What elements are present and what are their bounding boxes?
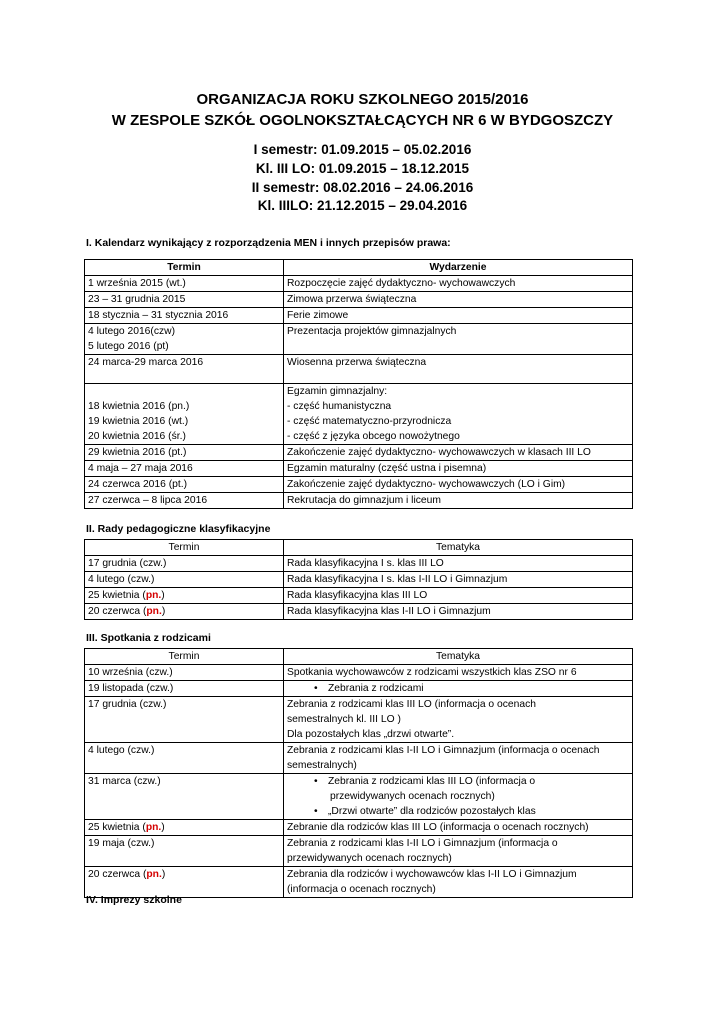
date-cell: 27 czerwca – 8 lipca 2016 — [85, 493, 284, 509]
event-cell: Egzamin maturalny (część ustna i pisemna) — [284, 461, 633, 477]
column-header-termin: Termin — [85, 649, 284, 665]
topic-cell — [284, 697, 633, 743]
table-row — [85, 308, 633, 324]
calendar-table — [84, 259, 633, 509]
date-cell: 18 stycznia – 31 stycznia 2016 — [85, 308, 284, 324]
table-row — [85, 292, 633, 308]
event-cell: Ferie zimowe — [284, 308, 633, 324]
date-cell — [85, 588, 284, 604]
bullet-icon: • — [314, 776, 318, 787]
table-row — [85, 681, 633, 697]
event-cell: Prezentacja projektów gimnazjalnych — [284, 324, 633, 355]
table-row — [85, 461, 633, 477]
date-cell — [85, 604, 284, 620]
date-text: 20 czerwca ( — [88, 606, 147, 617]
event-line: Egzamin gimnazjalny: — [287, 386, 388, 397]
section3-heading: III. Spotkania z rodzicami — [86, 632, 211, 644]
event-line: - część matematyczno-przyrodnicza — [287, 416, 452, 427]
topic-cell: Rada klasyfikacyjna I s. klas I-II LO i Gimnazjum — [284, 572, 633, 588]
date-cell: 4 lutego (czw.) — [85, 572, 284, 588]
highlighted-day: pn. — [146, 606, 162, 617]
highlighted-day: pn. — [145, 822, 162, 833]
section2-heading: II. Rady pedagogiczne klasyfikacyjne — [86, 523, 271, 535]
date-cell: 19 maja (czw.) — [85, 836, 284, 867]
semester-line: II semestr: 08.02.2016 – 24.06.2016 — [251, 180, 474, 195]
date-line: 19 kwietnia 2016 (wt.) — [88, 416, 189, 427]
date-cell — [85, 384, 284, 445]
topic-cell — [284, 774, 633, 820]
document-title-line2: W ZESPOLE SZKÓŁ OGOLNOKSZTAŁCĄCYCH NR 6 W BYDGOSZCZY — [111, 112, 614, 129]
event-cell: Zakończenie zajęć dydaktyczno- wychowawczych w klasach III LO — [284, 445, 633, 461]
column-header-tematyka: Tematyka — [284, 649, 633, 665]
table-header-row — [85, 260, 633, 276]
date-cell: 19 listopada (czw.) — [85, 681, 284, 697]
event-cell: Wiosenna przerwa świąteczna — [284, 355, 633, 384]
column-header-termin: Termin — [85, 540, 284, 556]
bullet-item — [316, 804, 629, 819]
section1-heading: I. Kalendarz wynikający z rozporządzenia MEN i innych przepisów prawa: — [86, 237, 451, 249]
table-row — [85, 445, 633, 461]
topic-cell: Rada klasyfikacyjna I s. klas III LO — [284, 556, 633, 572]
topic-line: Dla pozostałych klas „drzwi otwarte”. — [287, 729, 455, 740]
bullet-icon: • — [314, 683, 318, 694]
date-cell: 10 września (czw.) — [85, 665, 284, 681]
topic-cell — [284, 867, 633, 898]
bullet-item — [316, 774, 629, 789]
event-cell: Zimowa przerwa świąteczna — [284, 292, 633, 308]
topic-line: Zebrania dla rodziców i wychowawców klas I-II LO i Gimnazjum — [287, 869, 577, 880]
date-line: 5 lutego 2016 (pt) — [88, 341, 169, 352]
parent-meetings-table — [84, 648, 633, 898]
table-row — [85, 836, 633, 867]
topic-cell: Zebranie dla rodziców klas III LO (informacja o ocenach rocznych) — [284, 820, 633, 836]
table-row — [85, 604, 633, 620]
date-line: 4 lutego 2016(czw) — [88, 326, 176, 337]
highlighted-day: pn. — [145, 590, 162, 601]
event-cell: Zakończenie zajęć dydaktyczno- wychowawczych (LO i Gim) — [284, 477, 633, 493]
column-header-tematyka: Tematyka — [284, 540, 633, 556]
bullet-text: „Drzwi otwarte” dla rodziców pozostałych klas — [328, 806, 536, 817]
table-row — [85, 572, 633, 588]
date-cell: 23 – 31 grudnia 2015 — [85, 292, 284, 308]
table-row — [85, 384, 633, 445]
event-line: - część humanistyczna — [287, 401, 392, 412]
bullet-continuation: przewidywanych ocenach rocznych) — [330, 791, 495, 802]
semester-line: Kl. IIILO: 21.12.2015 – 29.04.2016 — [257, 198, 468, 213]
topic-line: Zebrania z rodzicami klas III LO (informacja o ocenach — [287, 699, 536, 710]
topic-line: semestralnych) — [287, 760, 357, 771]
date-cell: 29 kwietnia 2016 (pt.) — [85, 445, 284, 461]
date-text: 25 kwietnia ( — [88, 590, 146, 601]
topic-line: semestralnych kl. III LO ) — [287, 714, 401, 725]
date-cell: 4 lutego (czw.) — [85, 743, 284, 774]
table-header-row — [85, 540, 633, 556]
table-row — [85, 324, 633, 355]
table-row — [85, 774, 633, 820]
date-text: 25 kwietnia ( — [88, 822, 146, 833]
table-header-row — [85, 649, 633, 665]
document-title-line1: ORGANIZACJA ROKU SZKOLNEGO 2015/2016 — [196, 91, 529, 108]
date-line: 18 kwietnia 2016 (pn.) — [88, 401, 190, 412]
date-cell: 1 września 2015 (wt.) — [85, 276, 284, 292]
table-row — [85, 556, 633, 572]
date-text: ) — [161, 606, 166, 617]
table-row — [85, 665, 633, 681]
event-cell: Rekrutacja do gimnazjum i liceum — [284, 493, 633, 509]
date-text: ) — [161, 590, 165, 601]
semester-line: I semestr: 01.09.2015 – 05.02.2016 — [253, 142, 472, 157]
date-cell — [85, 820, 284, 836]
section4-heading: IV. Imprezy szkolne — [86, 894, 182, 906]
bullet-icon: • — [314, 806, 318, 817]
date-text: ) — [161, 822, 165, 833]
table-row — [85, 820, 633, 836]
table-row — [85, 743, 633, 774]
table-row — [85, 477, 633, 493]
column-header-termin: Termin — [85, 260, 284, 276]
event-cell — [284, 384, 633, 445]
highlighted-day: pn. — [146, 869, 162, 880]
date-cell: 4 maja – 27 maja 2016 — [85, 461, 284, 477]
councils-table — [84, 539, 633, 620]
topic-cell: Spotkania wychowawców z rodzicami wszystkich klas ZSO nr 6 — [284, 665, 633, 681]
event-line: - część z języka obcego nowożytnego — [287, 431, 460, 442]
date-text: ) — [161, 869, 166, 880]
table-row — [85, 493, 633, 509]
table-row — [85, 276, 633, 292]
date-cell: 31 marca (czw.) — [85, 774, 284, 820]
topic-line: Zebrania z rodzicami klas I-II LO i Gimnazjum (informacja o — [287, 838, 558, 849]
topic-cell: Rada klasyfikacyjna klas III LO — [284, 588, 633, 604]
table-row — [85, 697, 633, 743]
topic-cell: Rada klasyfikacyjna klas I-II LO i Gimnazjum — [284, 604, 633, 620]
date-text: 20 czerwca ( — [88, 869, 147, 880]
topic-line: przewidywanych ocenach rocznych) — [287, 853, 452, 864]
date-cell — [85, 324, 284, 355]
topic-line: Zebrania z rodzicami klas I-II LO i Gimnazjum (informacja o ocenach — [287, 745, 600, 756]
date-cell: 17 grudnia (czw.) — [85, 697, 284, 743]
column-header-wydarzenie: Wydarzenie — [284, 260, 633, 276]
bullet-text: Zebrania z rodzicami — [328, 683, 424, 694]
topic-cell — [284, 681, 633, 697]
date-cell: 17 grudnia (czw.) — [85, 556, 284, 572]
table-row — [85, 355, 633, 384]
date-line: 20 kwietnia 2016 (śr.) — [88, 431, 186, 442]
semester-line: Kl. III LO: 01.09.2015 – 18.12.2015 — [255, 161, 470, 176]
bullet-text: Zebrania z rodzicami klas III LO (informacja o — [328, 776, 536, 787]
event-cell: Rozpoczęcie zajęć dydaktyczno- wychowawczych — [284, 276, 633, 292]
date-cell: 24 czerwca 2016 (pt.) — [85, 477, 284, 493]
topic-cell — [284, 743, 633, 774]
topic-cell — [284, 836, 633, 867]
topic-line: (informacja o ocenach rocznych) — [287, 884, 436, 895]
table-row — [85, 588, 633, 604]
date-cell: 24 marca-29 marca 2016 — [85, 355, 284, 384]
